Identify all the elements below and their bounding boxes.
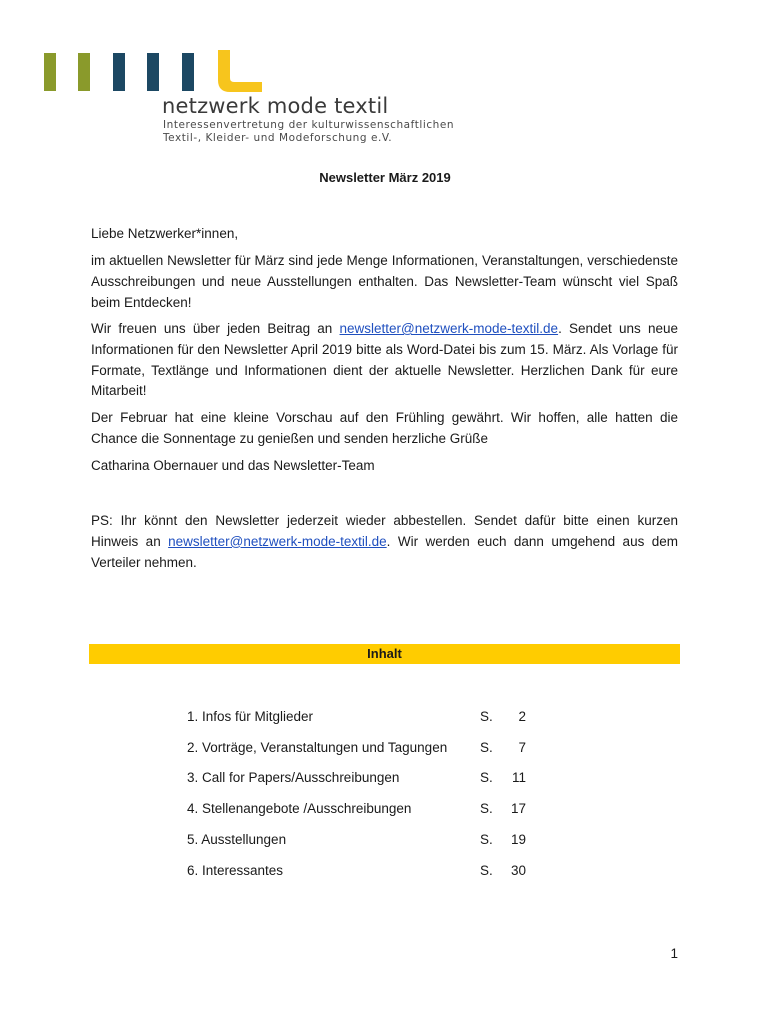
toc-item-6-prefix: S. [480,863,493,878]
greeting: Liebe Netzwerker*innen, [91,226,239,241]
paragraph-ps [91,511,678,573]
toc-item-1: 1. Infos für Mitglieder [187,709,314,724]
logo-name: netzwerk mode textil [162,94,389,118]
logo-subtitle-line2: Textil-, Kleider- und Modeforschung e.V. [163,132,393,144]
document-title: Newsletter März 2019 [319,170,451,185]
toc-item-5-page: 19 [510,832,526,847]
paragraph-contributions [91,319,678,402]
toc-item-2-page: 7 [518,740,526,755]
logo-l-shape [218,50,262,92]
toc-item-6: 6. Interessantes [187,863,284,878]
logo-bars-icon [44,50,274,94]
toc-heading: Inhalt [89,644,680,664]
signature: Catharina Obernauer und das Newsletter-Team [91,458,375,473]
toc-item-5-prefix: S. [480,832,493,847]
paragraph-contributions-end: . Sendet uns neue Informationen für den Newsletter April 2019 bitte als Word-Datei bis zum 15. März. Als Vorlage für Formate, Textlänge und Informationen dient der aktuelle Newsletter. Herzlichen Dank für eure Mitarbeit! [91,321,678,399]
toc-item-3-prefix: S. [480,770,493,785]
logo-bar-navy-2 [147,53,159,91]
logo-bar-navy-3 [182,53,194,91]
toc-item-4: 4. Stellenangebote /Ausschreibungen [187,801,412,816]
logo-bar-olive-2 [78,53,90,91]
toc-item-4-page: 17 [510,801,526,816]
paragraph-february: Der Februar hat eine kleine Vorschau auf den Frühling gewährt. Wir hoffen, alle hatten die Chance die Sonnentage zu genießen und senden herzliche Grüße [91,410,678,446]
toc-item-2: 2. Vorträge, Veranstaltungen und Tagungen [187,740,448,755]
page-number: 1 [670,946,678,961]
toc-item-1-prefix: S. [480,709,493,724]
logo-bar-navy-1 [113,53,125,91]
ps-email-link[interactable]: newsletter@netzwerk-mode-textil.de [168,533,387,549]
toc-item-2-prefix: S. [480,740,493,755]
toc-item-6-page: 30 [510,863,526,878]
paragraph-intro: im aktuellen Newsletter für März sind jede Menge Informationen, Veranstaltungen, verschiedenste Ausschreibungen und neue Ausstellungen enthalten. Das Newsletter-Team wünscht viel Spaß beim Entdecken! [91,253,678,310]
toc-item-3-page: 11 [511,770,526,785]
toc-item-3: 3. Call for Papers/Ausschreibungen [187,770,400,785]
ps-start: PS: Ihr könnt den Newsletter jederzeit wieder abbestellen. Sendet dafür bitte einen kurzen Hinweis an [91,513,678,549]
logo-subtitle-line1: Interessenvertretung der kulturwissenschaftlichen [163,119,455,131]
logo-bar-olive-1 [44,53,56,91]
email-link[interactable]: newsletter@netzwerk-mode-textil.de [339,321,559,336]
toc-item-1-page: 2 [518,709,526,724]
toc-item-4-prefix: S. [480,801,493,816]
toc-item-5: 5. Ausstellungen [187,832,287,847]
ps-end: . Wir werden euch dann umgehend aus dem Verteiler nehmen. [91,533,679,570]
paragraph-contributions-start: Wir freuen uns über jeden Beitrag an [91,321,340,336]
